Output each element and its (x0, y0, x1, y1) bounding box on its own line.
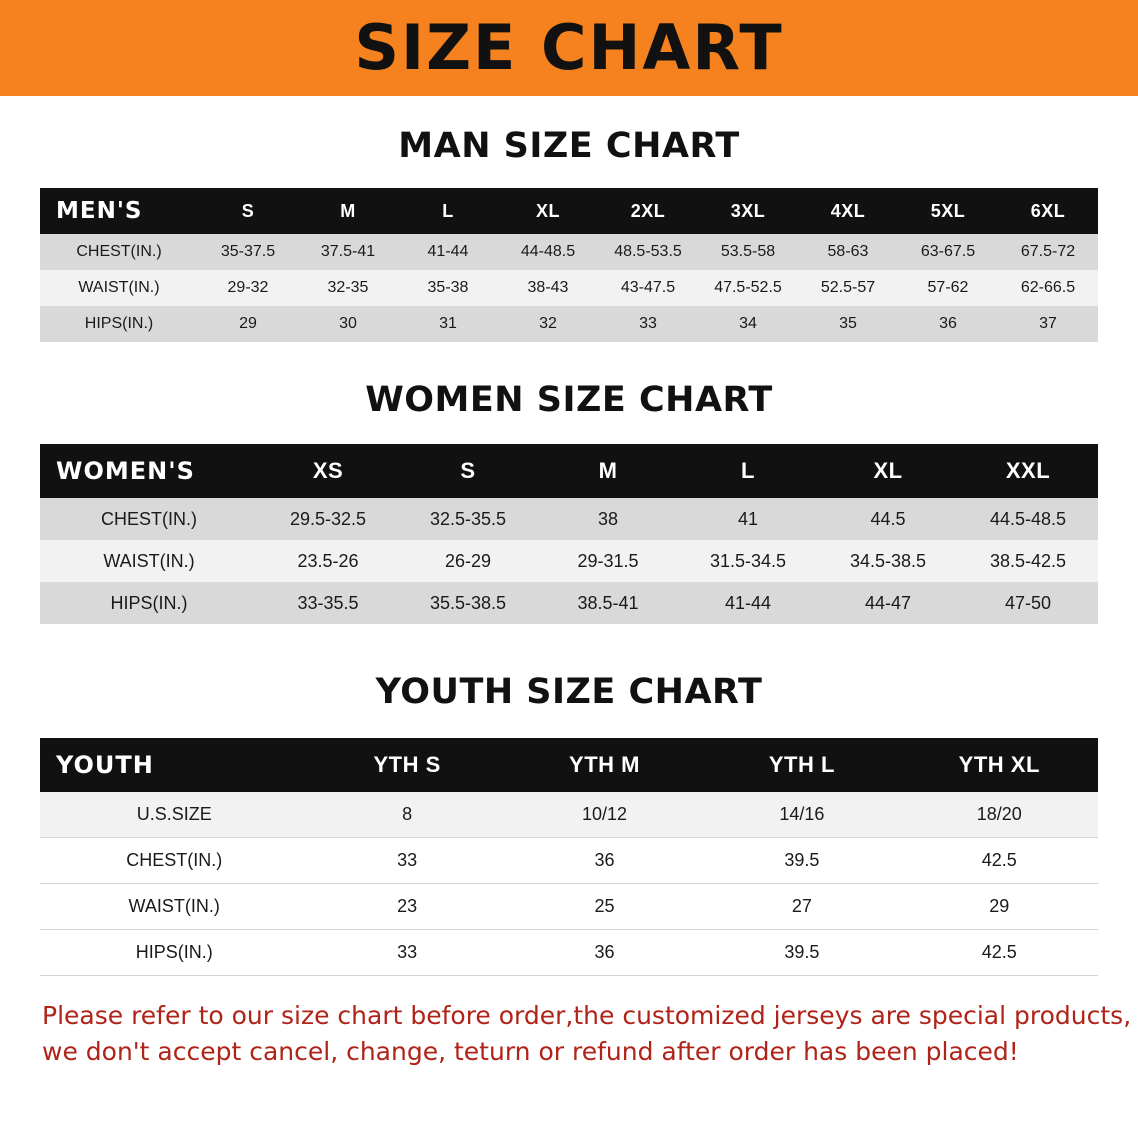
youth-hips-m: 36 (506, 930, 703, 976)
table-row (40, 930, 1098, 976)
women-hips-m: 38.5-41 (538, 582, 678, 624)
youth-chest-xl: 42.5 (901, 838, 1098, 884)
man-hips-xl: 32 (498, 306, 598, 342)
women-chest-xs: 29.5-32.5 (258, 498, 398, 540)
women-header-s: S (460, 458, 476, 483)
youth-hips-l: 39.5 (703, 930, 900, 976)
youth-ussize-m: 10/12 (506, 792, 703, 838)
man-hips-5xl: 36 (898, 306, 998, 342)
man-chest-3xl: 53.5-58 (698, 234, 798, 270)
women-row-label-waist: WAIST(IN.) (40, 540, 258, 582)
man-chest-6xl: 67.5-72 (998, 234, 1098, 270)
man-chest-2xl: 48.5-53.5 (598, 234, 698, 270)
women-waist-xl: 34.5-38.5 (818, 540, 958, 582)
youth-row-label-ussize: U.S.SIZE (40, 792, 308, 838)
man-chest-5xl: 63-67.5 (898, 234, 998, 270)
man-row-label-chest: CHEST(IN.) (40, 234, 198, 270)
man-table-wrap (0, 188, 1138, 342)
youth-ussize-xl: 18/20 (901, 792, 1098, 838)
women-header-xxl: XXL (1005, 458, 1051, 483)
women-waist-s: 26-29 (398, 540, 538, 582)
man-hips-s: 29 (198, 306, 298, 342)
women-hips-s: 35.5-38.5 (398, 582, 538, 624)
youth-waist-xl: 29 (901, 884, 1098, 930)
youth-header-s: YTH S (373, 752, 441, 777)
man-chest-l: 41-44 (398, 234, 498, 270)
youth-header-label: YOUTH (56, 751, 154, 779)
youth-size-table (40, 738, 1098, 976)
man-waist-3xl: 47.5-52.5 (698, 270, 798, 306)
man-header-4xl: 4XL (830, 200, 866, 221)
youth-row-label-chest: CHEST(IN.) (40, 838, 308, 884)
youth-waist-l: 27 (703, 884, 900, 930)
man-header-s: S (241, 200, 255, 221)
man-waist-l: 35-38 (398, 270, 498, 306)
women-chest-xl: 44.5 (818, 498, 958, 540)
women-chest-s: 32.5-35.5 (398, 498, 538, 540)
women-chest-l: 41 (678, 498, 818, 540)
man-waist-s: 29-32 (198, 270, 298, 306)
youth-row-label-waist: WAIST(IN.) (40, 884, 308, 930)
table-row (40, 540, 1098, 582)
table-row (40, 306, 1098, 342)
youth-header-l: YTH L (768, 752, 835, 777)
youth-row-label-hips: HIPS(IN.) (40, 930, 308, 976)
women-waist-l: 31.5-34.5 (678, 540, 818, 582)
man-waist-5xl: 57-62 (898, 270, 998, 306)
man-hips-m: 30 (298, 306, 398, 342)
man-waist-2xl: 43-47.5 (598, 270, 698, 306)
youth-chest-l: 39.5 (703, 838, 900, 884)
man-header-5xl: 5XL (930, 200, 966, 221)
youth-header-xl: YTH XL (958, 752, 1040, 777)
man-header-l: L (442, 200, 454, 221)
women-table-wrap (0, 444, 1138, 624)
youth-ussize-l: 14/16 (703, 792, 900, 838)
man-hips-3xl: 34 (698, 306, 798, 342)
women-hips-l: 41-44 (678, 582, 818, 624)
man-row-label-waist: WAIST(IN.) (40, 270, 198, 306)
table-row (40, 270, 1098, 306)
table-header-row (40, 188, 1098, 234)
policy-note-line2: we don't accept cancel, change, teturn or refund after order has been placed! (42, 1036, 1019, 1066)
women-hips-xl: 44-47 (818, 582, 958, 624)
women-row-label-chest: CHEST(IN.) (40, 498, 258, 540)
women-header-l: L (741, 458, 755, 483)
youth-waist-m: 25 (506, 884, 703, 930)
women-waist-m: 29-31.5 (538, 540, 678, 582)
women-header-xs: XS (312, 458, 344, 483)
table-row (40, 498, 1098, 540)
women-chest-xxl: 44.5-48.5 (958, 498, 1098, 540)
page-title: SIZE CHART (354, 11, 784, 84)
man-waist-4xl: 52.5-57 (798, 270, 898, 306)
women-waist-xs: 23.5-26 (258, 540, 398, 582)
man-header-6xl: 6XL (1030, 200, 1066, 221)
women-section-title: WOMEN SIZE CHART (365, 380, 773, 420)
man-row-label-hips: HIPS(IN.) (40, 306, 198, 342)
youth-hips-xl: 42.5 (901, 930, 1098, 976)
table-row (40, 234, 1098, 270)
man-header-label: MEN'S (56, 198, 143, 224)
man-hips-6xl: 37 (998, 306, 1098, 342)
women-header-label: WOMEN'S (56, 457, 195, 485)
youth-table-wrap (0, 738, 1138, 976)
women-header-m: M (598, 458, 618, 483)
policy-note-line1: Please refer to our size chart before order,the customized jerseys are special products, (42, 1001, 1132, 1030)
policy-note (0, 998, 1138, 1069)
man-chest-m: 37.5-41 (298, 234, 398, 270)
man-header-3xl: 3XL (730, 200, 766, 221)
man-header-xl: XL (535, 200, 560, 221)
man-hips-4xl: 35 (798, 306, 898, 342)
man-hips-l: 31 (398, 306, 498, 342)
man-waist-xl: 38-43 (498, 270, 598, 306)
women-header-xl: XL (873, 458, 903, 483)
table-row (40, 792, 1098, 838)
women-chest-m: 38 (538, 498, 678, 540)
women-row-label-hips: HIPS(IN.) (40, 582, 258, 624)
women-size-table (40, 444, 1098, 624)
youth-header-m: YTH M (569, 752, 640, 777)
man-waist-m: 32-35 (298, 270, 398, 306)
man-chest-4xl: 58-63 (798, 234, 898, 270)
table-row (40, 838, 1098, 884)
man-header-2xl: 2XL (630, 200, 666, 221)
header-banner (0, 0, 1138, 96)
youth-waist-s: 23 (308, 884, 505, 930)
youth-chest-s: 33 (308, 838, 505, 884)
man-chest-xl: 44-48.5 (498, 234, 598, 270)
women-waist-xxl: 38.5-42.5 (958, 540, 1098, 582)
man-waist-6xl: 62-66.5 (998, 270, 1098, 306)
table-row (40, 582, 1098, 624)
man-hips-2xl: 33 (598, 306, 698, 342)
man-section-title: MAN SIZE CHART (398, 126, 740, 166)
man-size-table (40, 188, 1098, 342)
women-hips-xxl: 47-50 (958, 582, 1098, 624)
table-row (40, 884, 1098, 930)
table-header-row (40, 444, 1098, 498)
women-hips-xs: 33-35.5 (258, 582, 398, 624)
youth-section-title: YOUTH SIZE CHART (375, 672, 763, 712)
youth-ussize-s: 8 (308, 792, 505, 838)
man-chest-s: 35-37.5 (198, 234, 298, 270)
youth-chest-m: 36 (506, 838, 703, 884)
man-header-m: M (340, 200, 356, 221)
table-header-row (40, 738, 1098, 792)
youth-hips-s: 33 (308, 930, 505, 976)
